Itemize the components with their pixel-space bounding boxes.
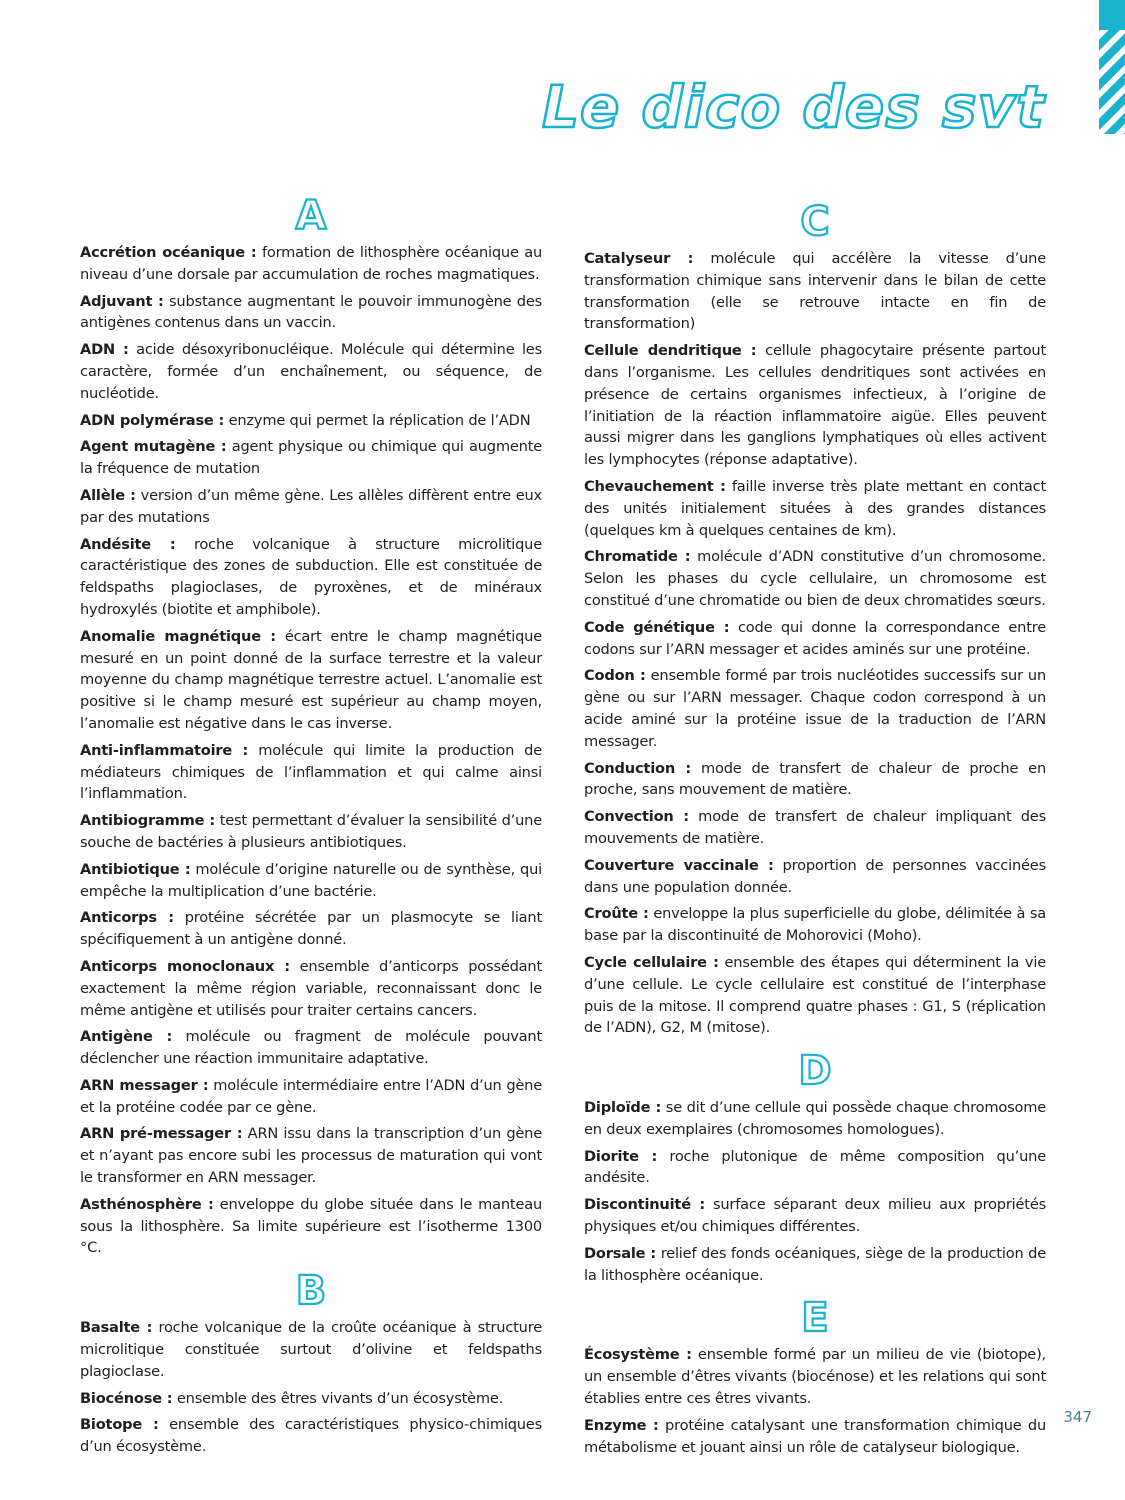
section-letter-c: C [800,199,830,245]
glossary-entry [80,1194,542,1259]
glossary-entry [584,758,1046,802]
entry-definition: molécule qui accélère la vitesse d’une transformation chimique sans intervenir dans le bilan de cette transformation (elle se retrouve intacte en fin de transformation) [584,250,1046,333]
entry-definition: surface séparant deux milieu aux propriétés physiques et/ou chimiques différentes. [584,1196,1047,1236]
entry-definition: proportion de personnes vaccinées dans une population donnée. [584,856,1046,896]
entry-term: Basalte : [80,1319,153,1337]
entry-definition: protéine sécrétée par un plasmocyte se liant spécifiquement à un antigène donné. [80,909,542,949]
entry-definition: ensemble des caractéristiques physico-chimiques d’un écosystème. [80,1416,542,1456]
glossary-entry [80,339,542,404]
glossary-entry [80,740,542,805]
glossary-entry [80,1026,542,1070]
section-letter-b: B [295,1268,327,1315]
entry-term: ARN pré-messager : [80,1125,243,1143]
glossary-entry [584,855,1046,899]
entry-term: Codon : [584,667,646,685]
entry-term: Chromatide : [584,548,691,566]
glossary-entry [584,806,1046,850]
entry-term: Andésite : [80,535,176,553]
entry-term: Antibiogramme : [80,812,216,830]
entry-definition: enveloppe du globe située dans le manteau sous la lithosphère. Sa limite supérieure est l’isotherme 1300 °C. [80,1195,543,1257]
glossary-entry [80,810,542,854]
entry-term: Couverture vaccinale : [584,856,774,874]
entry-term: Agent mutagène : [80,438,227,456]
glossary-entry [80,1414,542,1458]
glossary-entry [80,859,542,903]
entry-definition: se dit d’une cellule qui possède chaque chromosome en deux exemplaires (chromosomes homologues). [584,1099,1046,1138]
entry-definition: cellule phagocytaire présente partout dans l’organisme. Les cellules dendritiques sont activées en présence de certains organismes infectieux, à l’origine de l’initiation de la réaction inflammatoire aigüe. Elles peuvent aussi migrer dans les ganglions lymphatiques où elles activent les lymphocytes (réponse adaptative). [584,342,1046,469]
glossary-entry [80,1317,542,1382]
glossary-entry [584,1194,1046,1238]
entry-definition: faille inverse très plate mettant en contact des unités initialement situées à des grandes distances (quelques km à quelques centaines de km). [584,477,1046,539]
entry-term: Antigène : [80,1028,173,1046]
entry-term: Adjuvant : [80,292,164,310]
entry-term: Allèle : [80,486,136,504]
entry-term: Biocénose : [80,1389,173,1407]
glossary-entry [80,1075,542,1119]
glossary-entry [584,1415,1046,1459]
entry-definition: test permettant d’évaluer la sensibilité d’une souche de bactéries à plusieurs antibiotiques. [80,812,542,851]
entry-definition: roche volcanique de la croûte océanique à structure microlitique constituée surtout d’olivine et feldspaths plagioclase. [80,1319,542,1380]
entry-term: ADN polymérase : [80,411,225,429]
glossary-entry [80,907,542,951]
glossary-entry [80,534,542,621]
glossary-entry [584,903,1046,947]
entry-term: ADN : [80,341,129,359]
glossary-entry [80,956,542,1021]
left-column [80,193,543,1463]
entry-definition: écart entre le champ magnétique mesuré en un point donné de la surface terrestre et la valeur moyenne du champ magnétique terrestre actuel. L’anomalie est positive si le champ mesuré est supérieur au champ moyen, l’anomalie est négative dans le cas inverse. [80,627,543,732]
entry-term: Anti-inflammatoire : [80,741,249,759]
entry-term: Asthénosphère : [80,1195,214,1213]
entry-term: Biotope : [80,1416,159,1434]
entry-term: Écosystème : [584,1346,692,1364]
glossary-entry [584,546,1046,611]
entry-definition: protéine catalysant une transformation chimique du métabolisme et jouant ainsi un rôle de catalyseur biologique. [584,1416,1046,1456]
entry-definition: agent physique ou chimique qui augmente la fréquence de mutation [80,438,542,478]
entry-definition: mode de transfert de chaleur de proche en proche, sans mouvement de matière. [584,759,1047,799]
entry-definition: ensemble des étapes qui déterminent la vie d’une cellule. Le cycle cellulaire est constitué de l’interphase puis de la mitose. Il comprend quatre phases : G1, S (réplication de l’ADN), G2, M (mitose). [584,953,1047,1037]
glossary-entry [80,436,542,480]
entry-definition: molécule ou fragment de molécule pouvant déclencher une réaction immunitaire adaptative. [80,1028,542,1068]
entry-term: Anticorps monoclonaux : [80,957,290,975]
glossary-entry [584,665,1046,752]
glossary-entry [584,476,1046,541]
entry-definition: molécule intermédiaire entre l’ADN d’un gène et la protéine codée par ce gène. [80,1076,543,1116]
entry-term: Cellule dendritique : [584,342,757,360]
entry-term: Code génétique : [584,618,730,636]
entry-definition: roche plutonique de même composition qu’une andésite. [584,1147,1046,1187]
entry-definition: version d’un même gène. Les allèles diffèrent entre eux par des mutations [80,486,542,526]
entry-term: ARN messager : [80,1076,209,1094]
section-letter-a: A [295,193,327,239]
entry-definition: ensemble formé par trois nucléotides successifs sur un gène ou sur l’ARN messager. Chaque codon correspond à un acide aminé sur la protéine issue de la traduction de l’ARN messager. [584,667,1046,750]
page-title: Le dico des svt [542,73,1045,141]
section-letter-d: D [798,1048,832,1095]
entry-term: Convection : [584,808,689,826]
entry-definition: molécule d’ADN constitutive d’un chromosome. Selon les phases du cycle cellulaire, un chromosome est constitué d’une chromatide ou bien de deux chromatides sœurs. [584,548,1046,609]
entry-term: Antibiotique : [80,860,191,878]
glossary-entry [584,1146,1046,1190]
corner-stripe-decoration [1099,0,1125,134]
entry-term: Accrétion océanique : [80,244,257,261]
entry-term: Chevauchement : [584,477,726,495]
glossary-entry [584,248,1046,335]
entry-definition: substance augmentant le pouvoir immunogène des antigènes contenus dans un vaccin. [80,292,543,332]
entry-definition: formation de lithosphère océanique au niveau d’une dorsale par accumulation de roches magmatiques. [80,244,542,283]
glossary-entry [80,626,542,735]
glossary-entry [80,291,542,335]
glossary-entry [80,242,542,286]
entry-term: Cycle cellulaire : [584,953,719,971]
glossary-entry [584,1097,1046,1141]
entry-term: Enzyme : [584,1416,659,1434]
glossary-entry [80,410,542,432]
entry-term: Anomalie magnétique : [80,627,276,645]
entry-definition: ensemble des êtres vivants d’un écosystème. [172,1389,504,1407]
entry-term: Croûte : [584,905,649,923]
entry-term: Diorite : [584,1147,658,1165]
entry-definition: ARN issu dans la transcription d’un gène et n’ayant pas encore subi les processus de maturation qui vont le transformer en ARN messager. [80,1125,543,1187]
entry-term: Dorsale : [584,1244,657,1262]
entry-term: Anticorps : [80,909,174,927]
entry-definition: acide désoxyribonucléique. Molécule qui détermine les caractère, formée d’un enchaînement, ou séquence, de nucléotide. [80,341,542,402]
entry-definition: relief des fonds océaniques, siège de la production de la lithosphère océanique. [584,1244,1046,1284]
entry-term: Diploïde : [584,1099,662,1117]
entry-term: Catalyseur : [584,250,694,267]
glossary-entry [80,1123,542,1188]
entry-definition: ensemble formé par un milieu de vie (biotope), un ensemble d’êtres vivants (biocénose) et les relations qui sont établies entre ces êtres vivants. [584,1346,1047,1408]
glossary-entry [584,340,1046,471]
glossary-entry [584,952,1046,1039]
glossary-entry [584,1344,1046,1409]
entry-definition: molécule d’origine naturelle ou de synthèse, qui empêche la multiplication d’une bactérie. [80,860,542,900]
entry-definition: code qui donne la correspondance entre codons sur l’ARN messager et acides aminés sur une protéine. [584,618,1046,658]
entry-term: Conduction : [584,759,692,777]
glossary-entry [80,485,542,529]
entry-definition: roche volcanique à structure microlitique caractéristique des zones de subduction. Elle est constituée de feldspaths plagioclases, de pyroxènes, et de minéraux hydroxylés (biotite et amphibole). [80,535,542,618]
glossary-entry [584,617,1046,661]
entry-definition: ensemble d’anticorps possédant exactement la même région variable, reconnaissant donc le même antigène et utilisés pour traiter certains cancers. [80,957,542,1019]
right-column [584,199,1047,1463]
page-number: 347 [1063,1408,1092,1426]
glossary-entry [80,1388,542,1410]
entry-definition: mode de transfert de chaleur impliquant des mouvements de matière. [584,808,1046,847]
entry-definition: molécule qui limite la production de médiateurs chimiques de l’inflammation et qui calme ainsi l’inflammation. [80,741,543,803]
glossary-entry [584,1243,1046,1287]
entry-definition: enzyme qui permet la réplication de l’ADN [224,411,531,429]
section-letter-e: E [801,1295,829,1342]
entry-term: Discontinuité : [584,1196,705,1214]
entry-definition: enveloppe la plus superficielle du globe, délimitée à sa base par la discontinuité de Mohorovici (Moho). [584,905,1047,945]
